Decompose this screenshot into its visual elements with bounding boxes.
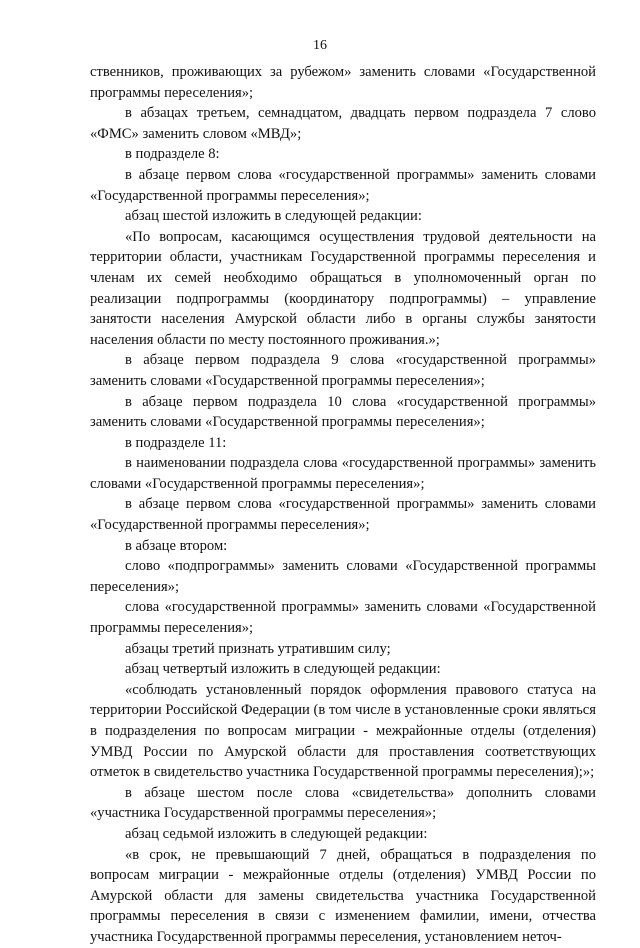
paragraph: в абзаце первом слова «государственной программы» заменить словами «Государственной программы переселения»; [90,496,596,534]
page-number: 16 [313,38,327,53]
paragraph: ственников, проживающих за рубежом» заменить словами «Государственной программы переселения»; [90,64,596,101]
paragraph: в абзаце шестом после слова «свидетельства» дополнить словами «участника Государственной программы переселения»; [90,784,596,822]
document-body [90,62,596,948]
paragraph: абзацы третий признать утратившим силу; [125,640,391,657]
paragraph: слова «государственной программы» заменить словами «Государственной программы переселения»; [90,599,596,637]
paragraph: абзац седьмой изложить в следующей редакции: [125,825,428,842]
paragraph: абзац четвертый изложить в следующей редакции: [125,661,441,678]
paragraph: в абзаце втором: [125,537,228,554]
paragraph: в наименовании подраздела слова «государственной программы» заменить словами «Государственной программы переселения»; [90,455,596,492]
paragraph: в абзаце первом подраздела 9 слова «государственной программы» заменить словами «Государственной программы переселения»; [90,352,596,389]
paragraph: в абзаце первом подраздела 10 слова «государственной программы» заменить словами «Государственной программы переселения»; [90,393,596,431]
paragraph: в подразделе 11: [125,434,227,451]
paragraph: в абзаце первом слова «государственной программы» заменить словами «Государственной программы переселения»; [90,166,596,204]
paragraph: в абзацах третьем, семнадцатом, двадцать первом подраздела 7 слово «ФМС» заменить словом «МВД»; [90,105,596,142]
paragraph: в подразделе 8: [125,146,220,163]
paragraph: абзац шестой изложить в следующей редакции: [125,208,422,225]
paragraph: «в срок, не превышающий 7 дней, обращаться в подразделения по вопросам миграции - межрайонные отделы (отделения) УМВД России по Амурской области для замены свидетельства участника Государственной программы переселения в связи с изменением фамилии, имени, отчества участника Государственной программы переселения, установлением неточ- [90,846,596,945]
paragraph: «соблюдать установленный порядок оформления правового статуса на территории Российской Федерации (в том числе в установленные сроки являться в подразделения по вопросам миграции - межрайонные отделы (отделения) УМВД России по Амурской области для проставления соответствующих отметок в свидетельство участника Государственной программы переселения);»; [90,681,596,781]
paragraph: «По вопросам, касающимся осуществления трудовой деятельности на территории области, участникам Государственной программы переселения и членам их семей необходимо обращаться в уполномоченный орган по реализации подпрограммы (координатору подпрограммы) – управление занятости населения Амурской области либо в органы службы занятости населения области по месту постоянного проживания.»; [90,228,596,348]
paragraph: слово «подпрограммы» заменить словами «Государственной программы переселения»; [90,558,596,595]
